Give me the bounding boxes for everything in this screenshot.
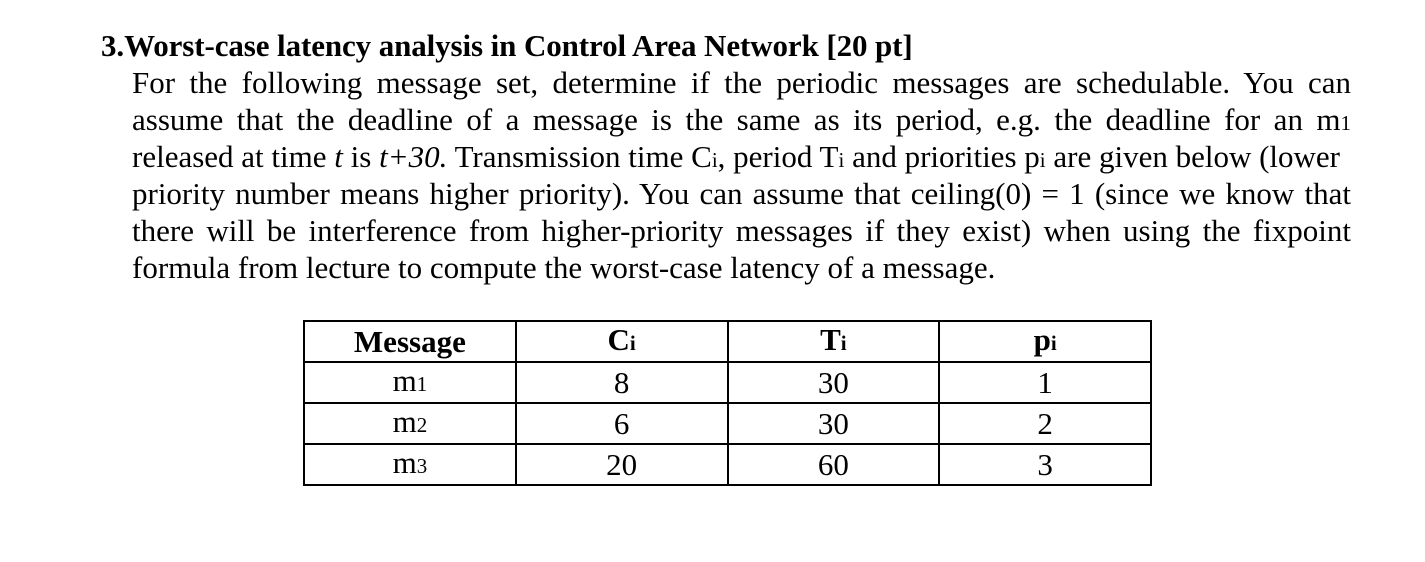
statement-line-3-sub-p: i <box>1039 148 1046 172</box>
message-subscript: 2 <box>416 413 428 437</box>
statement-line-2-subscript: 1 <box>1340 111 1351 135</box>
message-table <box>303 320 1152 486</box>
message-name: m <box>392 445 417 480</box>
problem-number: 3. <box>101 28 125 63</box>
cell-c: 20 <box>516 444 728 485</box>
statement-line-2 <box>132 101 1351 138</box>
problem-statement <box>132 64 1351 286</box>
header-t <box>728 321 940 362</box>
header-c <box>516 321 728 362</box>
header-p <box>939 321 1151 362</box>
message-name: m <box>392 363 417 398</box>
problem-3 <box>101 27 1351 286</box>
header-c-subscript: i <box>629 331 636 355</box>
cell-p: 2 <box>939 403 1151 444</box>
header-message <box>304 321 516 362</box>
table-header-row <box>304 321 1151 362</box>
header-t-subscript: i <box>840 331 847 355</box>
cell-message <box>304 444 516 485</box>
statement-line-3-t: t <box>334 139 343 174</box>
statement-line-1: For the following message set, determine if the periodic messages are schedulable. You can <box>132 65 1351 100</box>
statement-line-3-d: , period T <box>717 139 839 174</box>
header-message-label: Message <box>353 323 466 359</box>
table-row <box>304 362 1151 403</box>
message-name: m <box>392 404 417 439</box>
statement-line-6: formula from lecture to compute the worst-case latency of a message. <box>132 250 996 285</box>
cell-c: 8 <box>516 362 728 403</box>
statement-line-3-expr: t+30. <box>379 139 448 174</box>
statement-line-3-a: released at time <box>132 139 335 174</box>
cell-c: 6 <box>516 403 728 444</box>
statement-line-5: there will be interference from higher-priority messages if they exist) when using the fixpoint <box>132 213 1351 248</box>
problem-heading <box>101 27 1351 64</box>
message-subscript: 3 <box>416 454 428 478</box>
statement-line-3-sub-c: i <box>711 148 718 172</box>
statement-line-3-sub-t: i <box>838 148 845 172</box>
cell-t: 30 <box>728 403 940 444</box>
message-subscript: 1 <box>416 372 428 396</box>
statement-line-2-text: assume that the deadline of a message is the same as its period, e.g. the deadline for an m <box>132 102 1341 137</box>
statement-line-4: priority number means higher priority). You can assume that ceiling(0) = 1 (since we know that <box>132 176 1351 211</box>
cell-p: 3 <box>939 444 1151 485</box>
header-p-label: p <box>1033 322 1051 357</box>
statement-line-3-b: is <box>342 139 380 174</box>
cell-message <box>304 362 516 403</box>
statement-line-3-f: are given below (lower <box>1045 139 1340 174</box>
cell-t: 60 <box>728 444 940 485</box>
problem-title: Worst-case latency analysis in Control Area Network [20 pt] <box>124 28 913 63</box>
cell-p: 1 <box>939 362 1151 403</box>
cell-message <box>304 403 516 444</box>
cell-t: 30 <box>728 362 940 403</box>
table-row <box>304 403 1151 444</box>
header-p-subscript: i <box>1050 331 1057 355</box>
table-row <box>304 444 1151 485</box>
header-t-label: T <box>820 322 841 357</box>
statement-line-3 <box>132 138 1351 175</box>
statement-line-3-c: Transmission time C <box>447 139 712 174</box>
header-c-label: C <box>607 322 630 357</box>
statement-line-3-e: and priorities p <box>844 139 1040 174</box>
